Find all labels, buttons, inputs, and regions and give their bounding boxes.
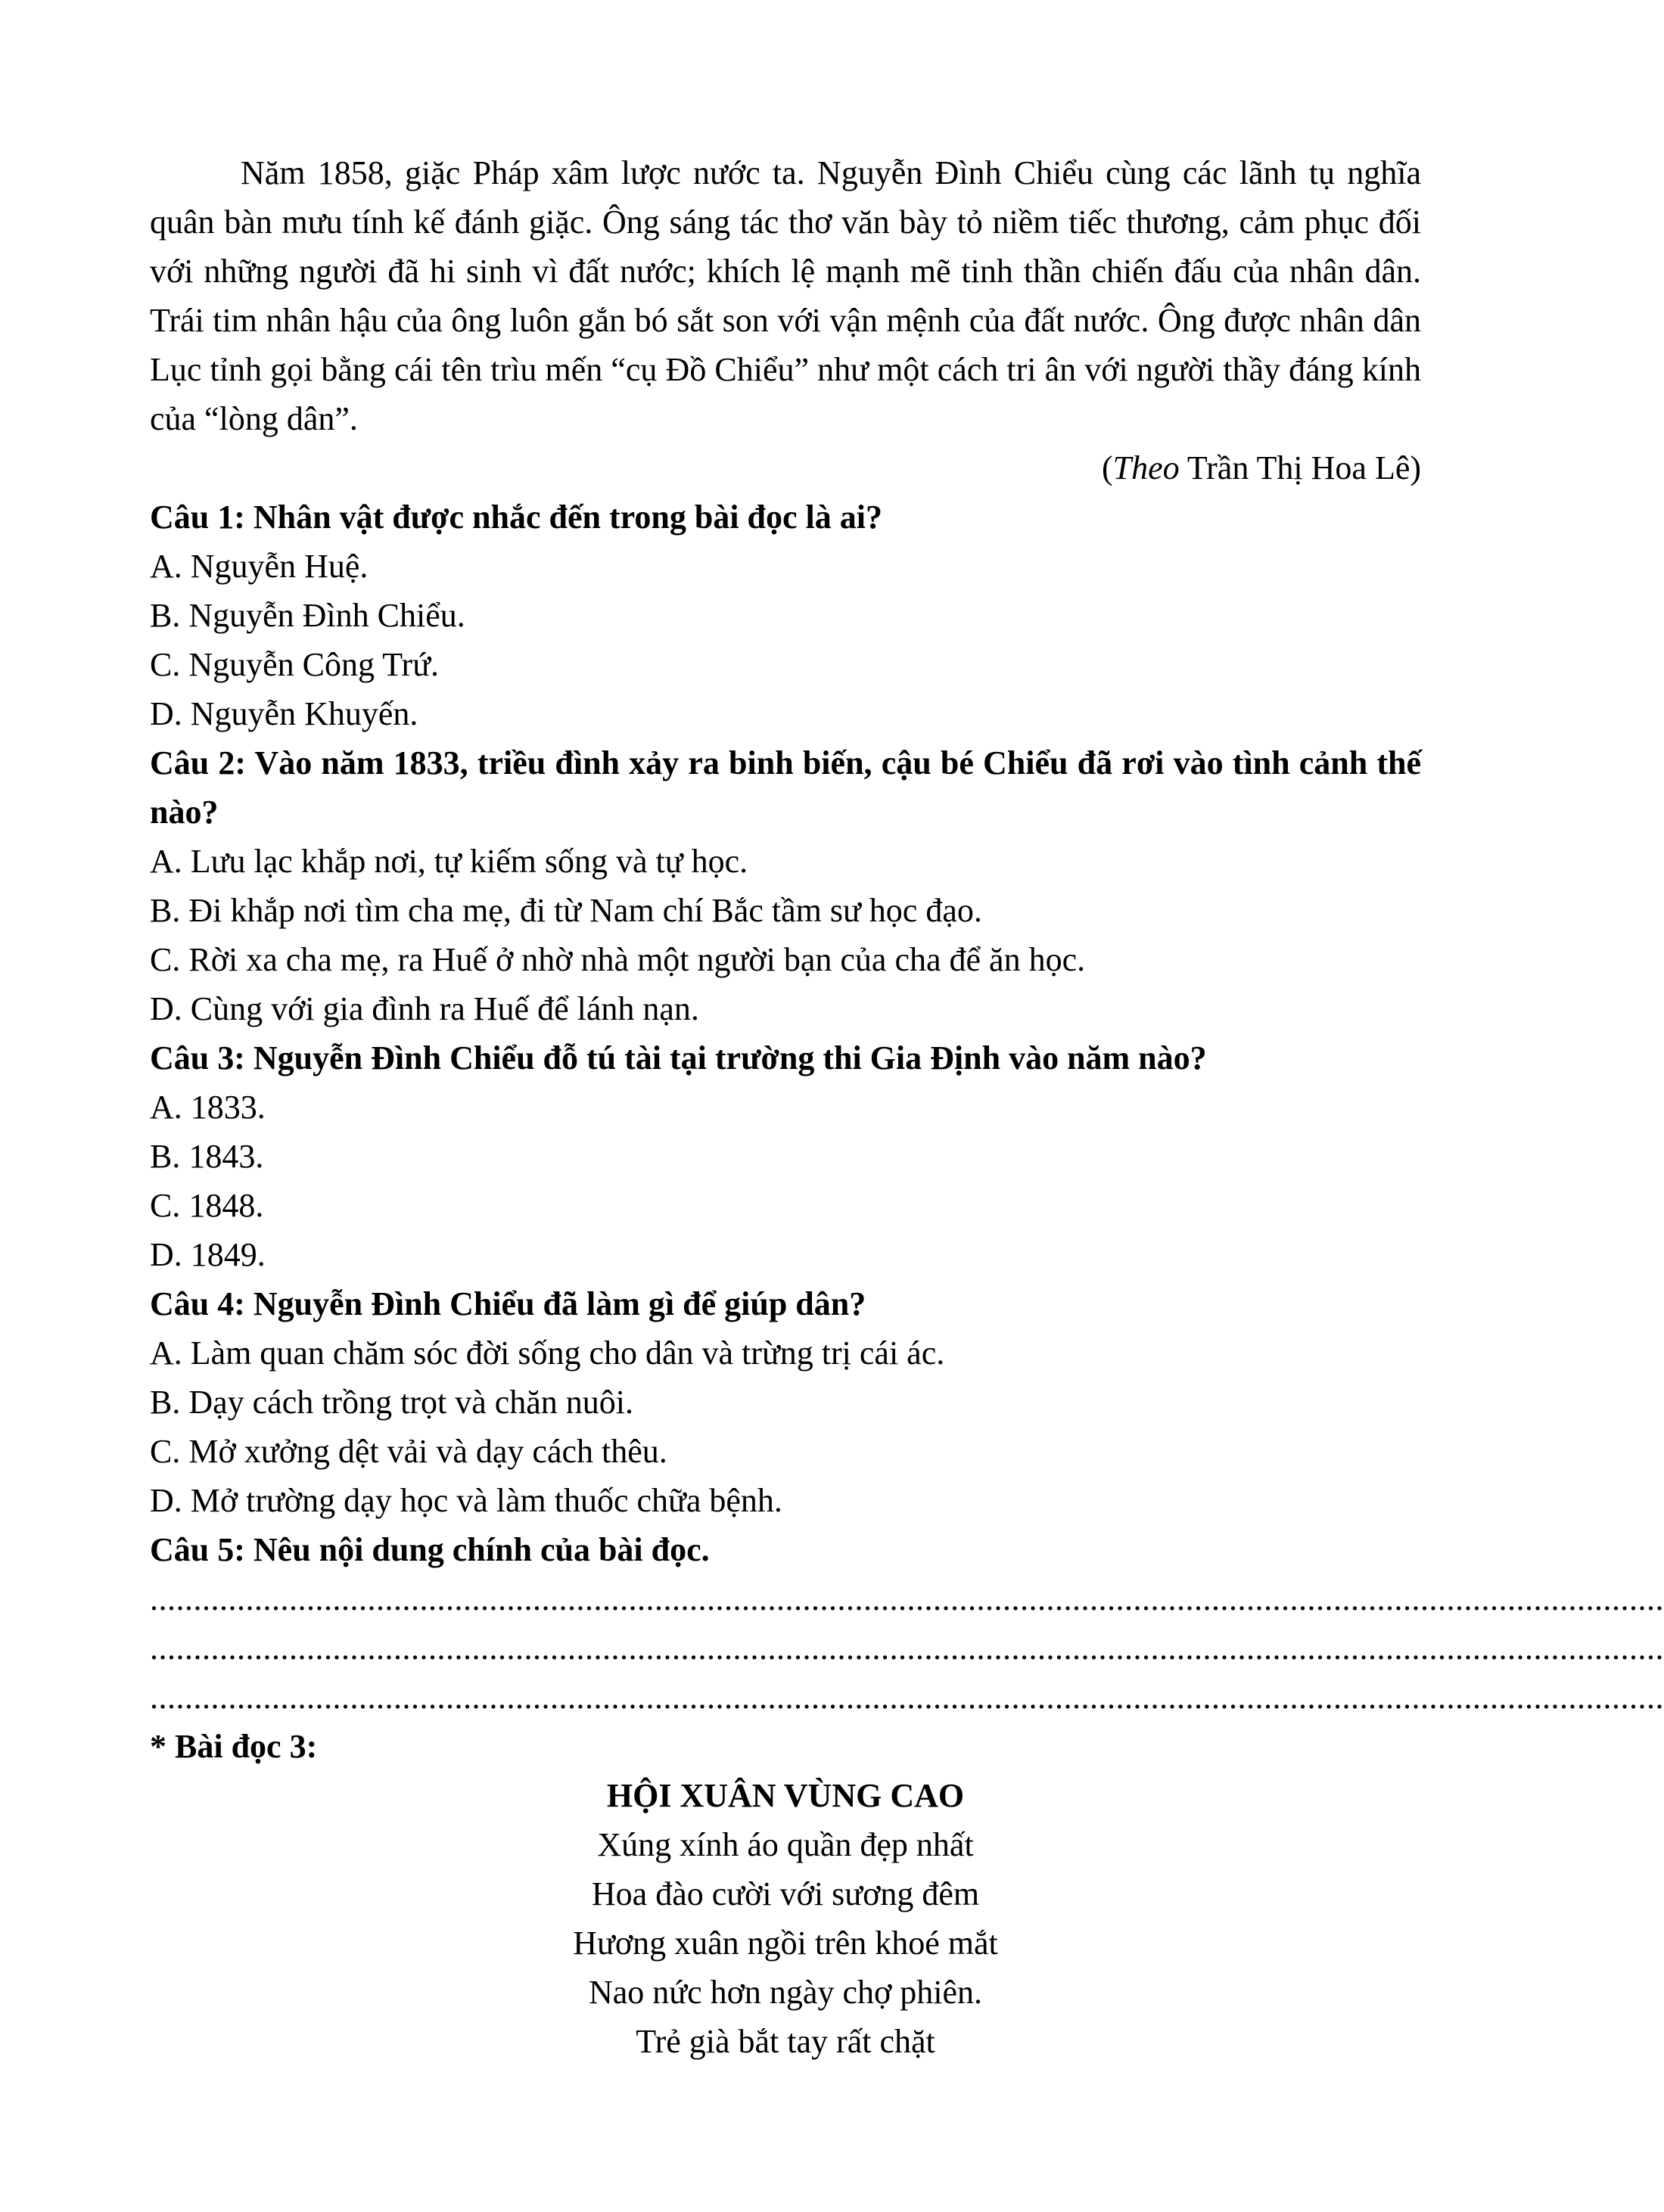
- question-2-option-d: D. Cùng với gia đình ra Huế để lánh nạn.: [150, 990, 699, 1027]
- question-2-option-c: C. Rời xa cha mẹ, ra Huế ở nhờ nhà một người bạn của cha để ăn học.: [150, 941, 1086, 978]
- question-3-option-b: B. 1843.: [150, 1138, 264, 1175]
- answer-line-3: ..............................................................................................................................................................................: [150, 1679, 1664, 1716]
- question-4-option-b: B. Dạy cách trồng trọt và chăn nuôi.: [150, 1384, 634, 1421]
- question-4: Câu 4: Nguyễn Đình Chiểu đã làm gì để giúp dân?: [150, 1285, 866, 1322]
- poem-line-3: Hương xuân ngồi trên khoé mắt: [573, 1925, 998, 1962]
- poem-line-1: Xúng xính áo quần đẹp nhất: [597, 1826, 974, 1863]
- question-1-option-a: A. Nguyễn Huệ.: [150, 548, 369, 585]
- question-3-option-a: A. 1833.: [150, 1089, 266, 1126]
- question-2-option-b: B. Đi khắp nơi tìm cha mẹ, đi từ Nam chí Bắc tầm sư học đạo.: [150, 892, 982, 929]
- passage-paragraph: Năm 1858, giặc Pháp xâm lược nước ta. Nguyễn Đình Chiểu cùng các lãnh tụ nghĩa quân bàn mưu tính kế đánh giặc. Ông sáng tác thơ văn bày tỏ niềm tiếc thương, cảm phục đối với những người đã hi sinh vì đất nước; khích lệ mạnh mẽ tinh thần chiến đấu của nhân dân. Trái tim nhân hậu của ông luôn gắn bó sắt son với vận mệnh của đất nước. Ông được nhân dân Lục tỉnh gọi bằng cái tên trìu mến “cụ Đồ Chiểu” như một cách tri ân với người thầy đáng kính của “lòng dân”.: [150, 154, 1421, 437]
- source-author: Trần Thị Hoa Lê): [1179, 449, 1421, 486]
- question-2: Câu 2: Vào năm 1833, triều đình xảy ra binh biến, cậu bé Chiểu đã rơi vào tình cảnh thế nào?: [150, 744, 1421, 831]
- question-4-option-a: A. Làm quan chăm sóc đời sống cho dân và trừng trị cái ác.: [150, 1334, 945, 1372]
- question-1-option-d: D. Nguyễn Khuyến.: [150, 695, 418, 732]
- section-label: * Bài đọc 3:: [150, 1728, 318, 1765]
- answer-line-2: ..............................................................................................................................................................................: [150, 1629, 1664, 1667]
- poem-line-4: Nao nức hơn ngày chợ phiên.: [588, 1974, 983, 2011]
- question-3-option-c: C. 1848.: [150, 1187, 264, 1224]
- question-4-option-d: D. Mở trường dạy học và làm thuốc chữa bệnh.: [150, 1482, 782, 1519]
- poem-title: HỘI XUÂN VÙNG CAO: [606, 1777, 965, 1814]
- question-2-option-a: A. Lưu lạc khắp nơi, tự kiếm sống và tự học.: [150, 843, 748, 880]
- answer-line-1: ..............................................................................................................................................................................: [150, 1580, 1664, 1617]
- question-1-option-b: B. Nguyễn Đình Chiểu.: [150, 597, 465, 634]
- document-page: [150, 148, 1664, 2066]
- source-theo: Theo: [1112, 449, 1180, 486]
- poem-line-5: Trẻ già bắt tay rất chặt: [636, 2023, 935, 2060]
- passage-source: [150, 443, 1421, 492]
- question-3-option-d: D. 1849.: [150, 1236, 266, 1273]
- question-1-option-c: C. Nguyễn Công Trứ.: [150, 646, 440, 683]
- question-5: Câu 5: Nêu nội dung chính của bài đọc.: [150, 1531, 710, 1568]
- question-3: Câu 3: Nguyễn Đình Chiểu đỗ tú tài tại trường thi Gia Định vào năm nào?: [150, 1039, 1207, 1076]
- question-1: Câu 1: Nhân vật được nhắc đến trong bài đọc là ai?: [150, 499, 882, 536]
- poem-line-2: Hoa đào cười với sương đêm: [591, 1875, 980, 1912]
- source-open: (: [1101, 449, 1113, 486]
- question-4-option-c: C. Mở xưởng dệt vải và dạy cách thêu.: [150, 1433, 667, 1470]
